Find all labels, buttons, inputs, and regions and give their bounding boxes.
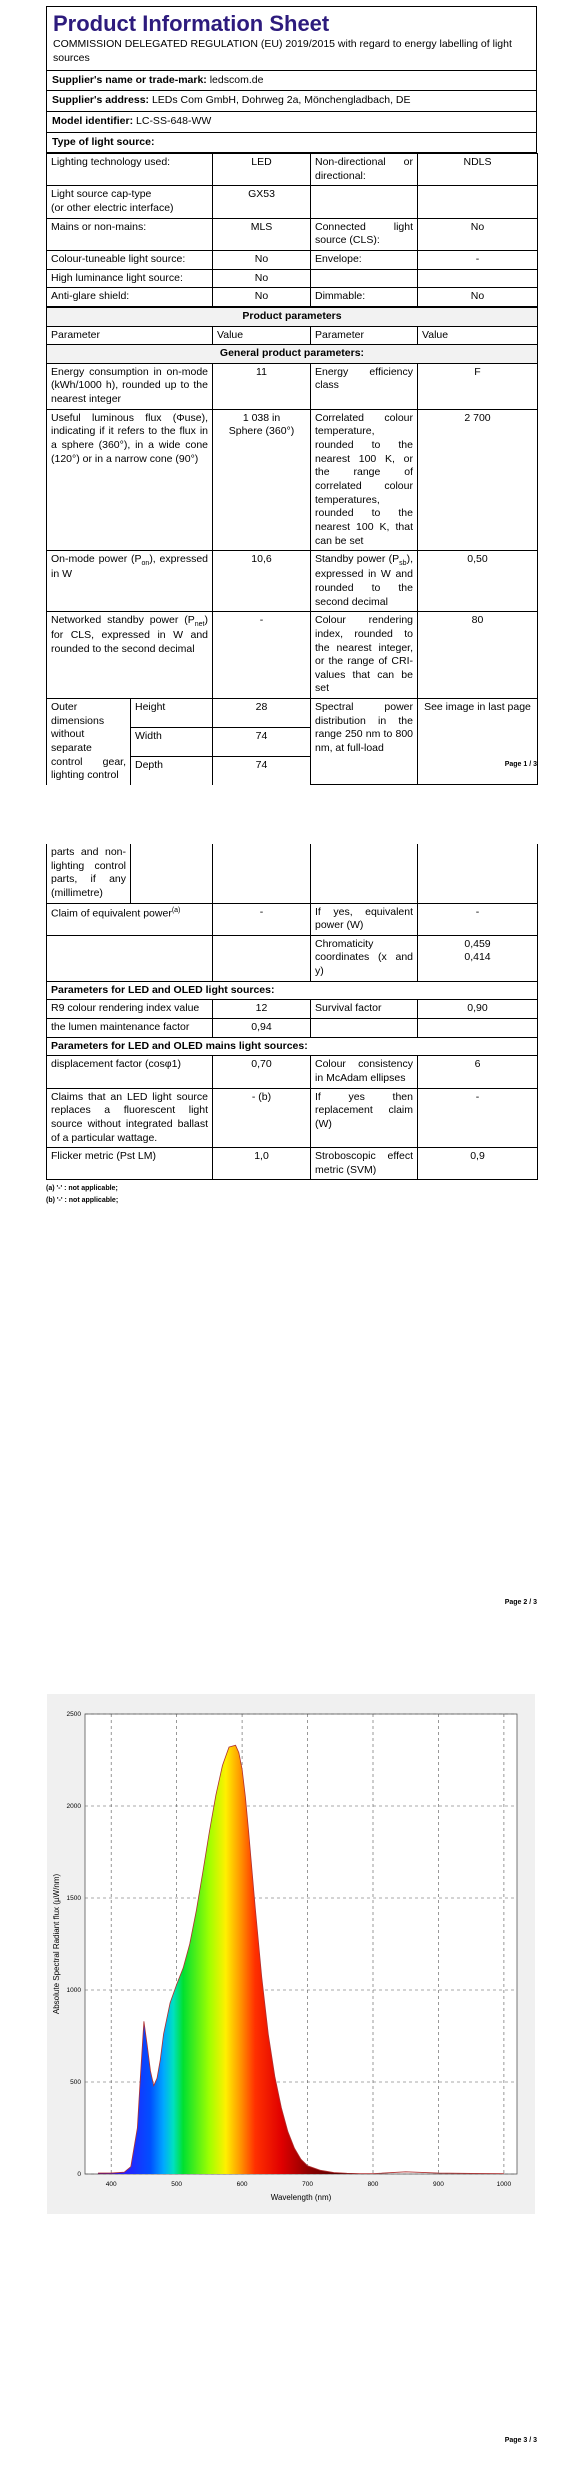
colour-tune-label: Colour-tuneable light source:	[47, 250, 213, 269]
model-row	[46, 112, 537, 133]
replace-label: If yes then replacement claim (W)	[311, 1088, 418, 1148]
empty-cell	[131, 844, 213, 903]
onmode-label-a: On-mode power (P	[51, 553, 142, 566]
x-tick-label: 500	[171, 2181, 183, 2188]
net-value: -	[213, 612, 311, 699]
x-tick-label: 700	[302, 2181, 313, 2188]
envelope-label: Envelope:	[311, 250, 418, 269]
cct-value: 2 700	[418, 409, 538, 550]
model-identifier: LC-SS-648-WW	[136, 114, 212, 127]
supplier-name-label: Supplier's name or trade-mark:	[52, 73, 207, 86]
ifyes-label: If yes, equivalent power (W)	[311, 903, 418, 935]
envelope-value: -	[418, 250, 538, 269]
dimmable-value: No	[418, 288, 538, 307]
table-row	[47, 612, 538, 699]
onmode-label	[47, 551, 213, 612]
table-row	[47, 1148, 538, 1180]
energy-value: 11	[213, 363, 311, 409]
cls-label: Connected light source (CLS):	[311, 218, 418, 250]
standby-label-b: ), expressed in W and rounded to the second decimal	[315, 553, 413, 608]
claims-label: Claims that an LED light source replaces a fluorescent light source without integrated ballast of a particular wattage.	[47, 1088, 213, 1148]
empty-cell	[311, 269, 418, 288]
flux-value-line2: Sphere (360°)	[228, 425, 295, 438]
col-header-parameter: Parameter	[47, 326, 213, 345]
nondir-value: NDLS	[418, 154, 538, 186]
model-label: Model identifier:	[52, 114, 134, 127]
spd-label: Spectral power distribution in the range 250 nm to 800 nm, at full-load	[311, 699, 418, 785]
colour-tune-value: No	[213, 250, 311, 269]
supplier-address-label: Supplier's address:	[52, 94, 150, 107]
lumen-value: 0,94	[213, 1019, 311, 1038]
flicker-label: Flicker metric (Pst LM)	[47, 1148, 213, 1180]
net-label-b: ) for CLS, expressed in W and rounded to the second decimal	[51, 614, 208, 656]
x-tick-label: 800	[367, 2181, 379, 2188]
empty-cell	[311, 1019, 418, 1038]
info-sheet-continued	[46, 844, 537, 1205]
cap-label-line1: Light source cap-type	[51, 188, 152, 201]
width-value: 74	[213, 728, 311, 757]
flux-label: Useful luminous flux (Φuse), indicating if it refers to the flux in a sphere (360°), in a wide cone (120°) or in a narrow cone (90°)	[47, 409, 213, 550]
table-row	[47, 363, 538, 409]
empty-cell	[418, 1019, 538, 1038]
mains-value: MLS	[213, 218, 311, 250]
equiv-label-text: Claim of equivalent power	[51, 907, 172, 920]
eclass-value: F	[418, 363, 538, 409]
depth-value: 74	[213, 757, 311, 785]
info-sheet	[46, 6, 537, 785]
standby-label-a: Standby power (P	[315, 553, 400, 566]
page-number: Page 3 / 3	[504, 2437, 537, 2444]
footnote-a: (a) '-' : not applicable;	[46, 1185, 118, 1193]
x-tick-label: 1000	[496, 2181, 512, 2188]
chroma-x: 0,459	[464, 937, 491, 950]
onmode-sub: on	[141, 560, 150, 568]
general-header: General product parameters:	[47, 345, 538, 364]
dimmable-label: Dimmable:	[311, 288, 418, 307]
regulation-text: COMMISSION DELEGATED REGULATION (EU) 2019/2015 with regard to energy labelling of light sources	[53, 38, 512, 64]
x-tick-label: 400	[105, 2181, 117, 2188]
cap-label	[47, 186, 213, 218]
x-tick-label: 600	[236, 2181, 248, 2188]
x-tick-label: 900	[433, 2181, 444, 2188]
cap-value: GX53	[213, 186, 311, 218]
table-row	[47, 288, 538, 307]
r9-label: R9 colour rendering index value	[47, 1000, 213, 1019]
table-row	[47, 1088, 538, 1148]
mains-section-header: Parameters for LED and OLED mains light sources:	[47, 1037, 538, 1056]
type-table	[46, 153, 538, 307]
displacement-label: displacement factor (cosφ1)	[47, 1056, 213, 1088]
title-box	[46, 6, 537, 71]
col-header-value: Value	[213, 326, 311, 345]
lumen-label: the lumen maintenance factor	[47, 1019, 213, 1038]
empty-cell	[47, 935, 213, 981]
table-row	[47, 186, 538, 218]
page-number: Page 2 / 3	[504, 1599, 537, 1606]
empty-cell	[311, 844, 418, 903]
table-row	[47, 1037, 538, 1056]
flux-value	[213, 409, 311, 550]
cls-value: No	[418, 218, 538, 250]
displacement-value: 0,70	[213, 1056, 311, 1088]
standby-sub: sb	[399, 560, 407, 568]
empty-cell	[418, 844, 538, 903]
equiv-mark: (a)	[171, 906, 181, 914]
table-row	[47, 154, 538, 186]
y-axis-label: Absolute Spectral Radiant flux (µW/nm)	[52, 1873, 61, 2015]
table-row	[47, 1000, 538, 1019]
r9-value: 12	[213, 1000, 311, 1019]
y-tick-label: 1000	[66, 1987, 81, 1994]
dims-label-continued: parts and non-lighting control parts, if any (millimetre)	[47, 844, 131, 903]
supplier-name: ledscom.de	[209, 73, 264, 86]
supplier-address: LEDs Com GmbH, Dohrweg 2a, Mönchengladbach, DE	[151, 94, 411, 107]
supplier-name-row	[46, 71, 537, 92]
empty-cell	[311, 186, 418, 218]
params-table-continued	[46, 844, 538, 1180]
tech-value: LED	[213, 154, 311, 186]
dims-label: Outer dimensions without separate control gear, lighting control	[47, 699, 131, 785]
standby-label	[311, 551, 418, 612]
cct-label: Correlated colour temperature, rounded to the nearest 100 K, or the range of correlated colour temperatures, rounded to the nearest 100 K, that can be set	[311, 409, 418, 550]
table-row	[47, 981, 538, 1000]
spectrum-chart	[47, 1694, 535, 2214]
y-tick-label: 500	[70, 2079, 81, 2086]
spd-value: See image in last page	[418, 699, 538, 785]
type-label: Type of light source:	[52, 135, 155, 148]
chroma-value	[418, 935, 538, 981]
section-header: Product parameters	[47, 307, 538, 326]
height-label: Height	[131, 699, 213, 728]
replace-value: -	[418, 1088, 538, 1148]
spectrum-chart-svg	[47, 1694, 535, 2214]
col-header-value: Value	[418, 326, 538, 345]
mains-label: Mains or non-mains:	[47, 218, 213, 250]
equiv-value: -	[213, 903, 311, 935]
empty-cell	[418, 186, 538, 218]
page-1	[0, 0, 581, 790]
empty-cell	[213, 935, 311, 981]
flicker-value: 1,0	[213, 1148, 311, 1180]
equiv-label	[47, 903, 213, 935]
empty-cell	[418, 269, 538, 288]
table-row	[47, 326, 538, 345]
table-row	[47, 1056, 538, 1088]
cri-label: Colour rendering index, rounded to the nearest integer, or the range of CRI-values that can be set	[311, 612, 418, 699]
highlum-label: High luminance light source:	[47, 269, 213, 288]
table-row	[47, 307, 538, 326]
nondir-label: Non-directional or directional:	[311, 154, 418, 186]
type-row	[46, 133, 537, 154]
survival-value: 0,90	[418, 1000, 538, 1019]
led-section-header: Parameters for LED and OLED light sources:	[47, 981, 538, 1000]
cri-value: 80	[418, 612, 538, 699]
ifyes-value: -	[418, 903, 538, 935]
col-header-parameter: Parameter	[311, 326, 418, 345]
depth-label: Depth	[131, 757, 213, 785]
energy-label: Energy consumption in on-mode (kWh/1000 h), rounded up to the nearest integer	[47, 363, 213, 409]
claims-value: - (b)	[213, 1088, 311, 1148]
net-label	[47, 612, 213, 699]
chroma-label: Chromaticity coordinates (x and y)	[311, 935, 418, 981]
highlum-value: No	[213, 269, 311, 288]
width-label: Width	[131, 728, 213, 757]
table-row	[47, 269, 538, 288]
table-row	[47, 551, 538, 612]
strobo-value: 0,9	[418, 1148, 538, 1180]
table-row	[47, 345, 538, 364]
tech-label: Lighting technology used:	[47, 154, 213, 186]
table-row	[47, 409, 538, 550]
table-row	[47, 250, 538, 269]
table-row	[47, 844, 538, 903]
page-number: Page 1 / 3	[504, 761, 537, 768]
survival-label: Survival factor	[311, 1000, 418, 1019]
table-row	[47, 903, 538, 935]
table-row	[47, 218, 538, 250]
page-3	[0, 1676, 581, 2466]
table-row	[47, 935, 538, 981]
antiglare-label: Anti-glare shield:	[47, 288, 213, 307]
consistency-label: Colour consistency in McAdam ellipses	[311, 1056, 418, 1088]
net-label-a: Networked standby power (P	[51, 614, 195, 627]
antiglare-value: No	[213, 288, 311, 307]
onmode-label-b: ), expressed in W	[51, 553, 208, 581]
params-table	[46, 307, 538, 786]
x-axis-label: Wavelength (nm)	[270, 2193, 332, 2202]
eclass-label: Energy efficiency class	[311, 363, 418, 409]
height-value: 28	[213, 699, 311, 728]
table-row	[47, 1019, 538, 1038]
strobo-label: Stroboscopic effect metric (SVM)	[311, 1148, 418, 1180]
y-tick-label: 2500	[66, 1711, 81, 1718]
flux-value-line1: 1 038 in	[242, 411, 281, 424]
consistency-value: 6	[418, 1056, 538, 1088]
footnote-b: (b) '-' : not applicable;	[46, 1196, 119, 1204]
onmode-value: 10,6	[213, 551, 311, 612]
supplier-address-row	[46, 91, 537, 112]
chroma-y: 0,414	[464, 951, 491, 964]
page-title: Product Information Sheet	[53, 11, 330, 36]
table-row	[47, 699, 538, 728]
y-tick-label: 1500	[66, 1895, 81, 1902]
empty-cell	[213, 844, 311, 903]
standby-value: 0,50	[418, 551, 538, 612]
cap-label-line2: (or other electric interface)	[51, 202, 174, 215]
y-tick-label: 0	[77, 2171, 81, 2178]
page-2	[0, 838, 581, 1628]
y-tick-label: 2000	[66, 1803, 81, 1810]
net-sub: net	[194, 621, 205, 629]
